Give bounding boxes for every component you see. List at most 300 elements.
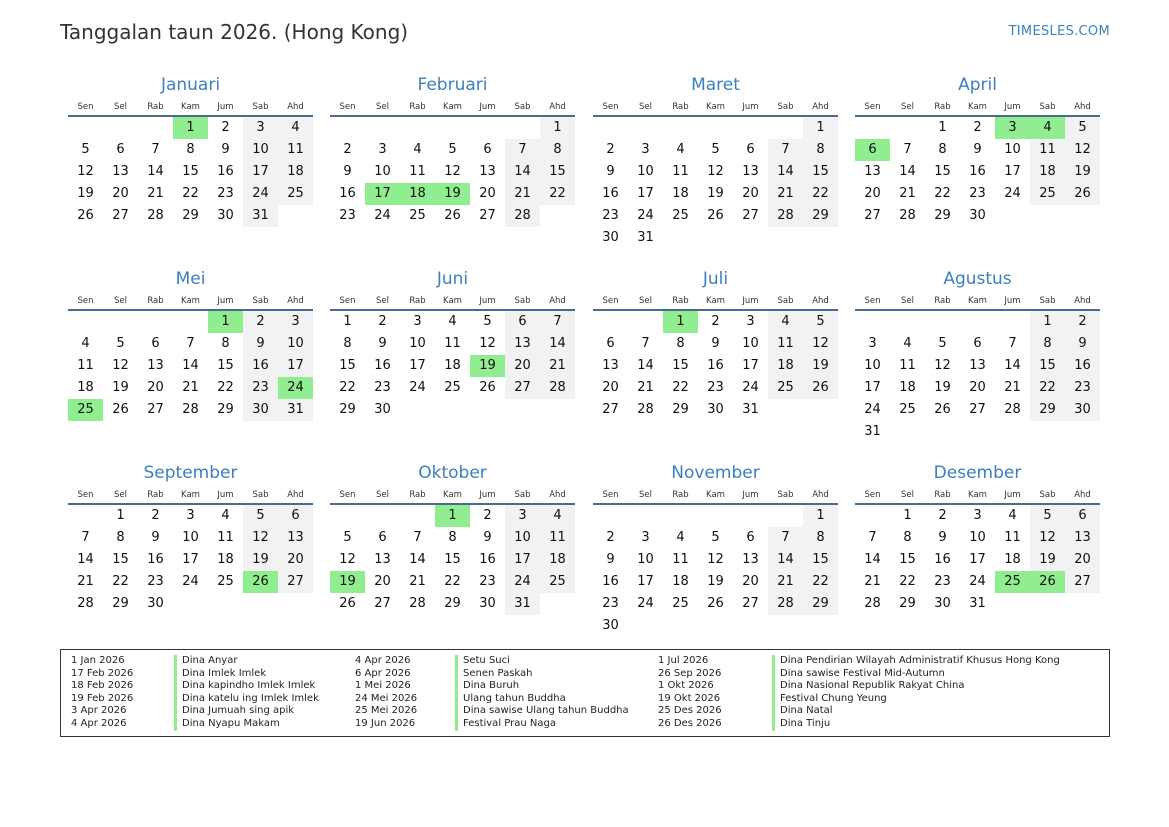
day-cell: 7 — [186, 336, 195, 351]
day-cell: 27 — [742, 208, 759, 223]
day-cell: 11 — [768, 333, 803, 355]
holiday-date-column — [658, 655, 722, 731]
holiday-name: Senen Paskah — [463, 667, 533, 679]
day-cell: 19 — [803, 355, 838, 377]
day-cell: 24 — [374, 208, 391, 223]
holiday-day-cell: 1 — [663, 311, 698, 333]
day-cell: 16 — [602, 186, 619, 201]
day-cell: 2 — [343, 142, 352, 157]
weekday-label: Sel — [376, 296, 389, 306]
week-row — [330, 183, 575, 205]
week-row — [855, 527, 1100, 549]
week-row — [593, 615, 838, 637]
week-row — [330, 161, 575, 183]
holiday-day-cell: 6 — [855, 139, 890, 161]
week-row — [68, 333, 313, 355]
day-cell: 9 — [378, 336, 387, 351]
empty-day-cell — [365, 117, 400, 139]
empty-day-cell — [540, 205, 575, 227]
weekday-label: Kam — [968, 102, 987, 112]
weekday-label: Sel — [376, 102, 389, 112]
day-cell: 12 — [479, 336, 496, 351]
day-cell: 23 — [479, 574, 496, 589]
holiday-name: Dina Anyar — [182, 655, 238, 666]
day-cell: 2 — [221, 120, 230, 135]
week-row — [593, 355, 838, 377]
empty-day-cell — [768, 615, 803, 637]
day-cell: 17 — [637, 186, 654, 201]
day-cell: 19 — [707, 574, 724, 589]
day-cell: 3 — [413, 314, 422, 329]
empty-day-cell — [330, 117, 365, 139]
day-cell: 30 — [602, 618, 619, 633]
day-cell: 7 — [151, 142, 160, 157]
empty-day-cell — [138, 117, 173, 139]
day-cell: 10 — [637, 164, 654, 179]
month-juli — [593, 268, 838, 421]
day-cell: 16 — [969, 164, 986, 179]
day-cell: 17 — [969, 552, 986, 567]
day-cell: 23 — [1065, 377, 1100, 399]
week-row — [330, 333, 575, 355]
weekday-label: Rab — [672, 296, 689, 306]
weekday-label: Ahd — [812, 102, 829, 112]
day-cell: 22 — [339, 380, 356, 395]
empty-day-cell — [173, 593, 208, 615]
day-cell: 4 — [221, 508, 230, 523]
weekday-label: Sab — [514, 102, 531, 112]
week-row — [593, 139, 838, 161]
day-cell: 19 — [243, 549, 278, 571]
day-cell: 21 — [637, 380, 654, 395]
week-row — [593, 161, 838, 183]
weekday-label: Kam — [968, 296, 987, 306]
week-row — [855, 505, 1100, 527]
month-name: Mei — [175, 269, 206, 289]
day-cell: 1 — [1030, 311, 1065, 333]
day-cell: 20 — [479, 186, 496, 201]
empty-day-cell — [960, 311, 995, 333]
day-cell: 9 — [343, 164, 352, 179]
empty-day-cell — [68, 311, 103, 333]
day-cell: 31 — [278, 399, 313, 421]
empty-day-cell — [400, 399, 435, 421]
empty-day-cell — [400, 117, 435, 139]
week-row — [855, 183, 1100, 205]
weekday-label: Ahd — [1074, 296, 1091, 306]
day-cell: 30 — [374, 402, 391, 417]
day-cell: 4 — [448, 314, 457, 329]
day-cell: 21 — [899, 186, 916, 201]
day-cell: 14 — [77, 552, 94, 567]
day-cell: 4 — [278, 117, 313, 139]
day-cell: 23 — [934, 574, 951, 589]
day-cell: 20 — [969, 380, 986, 395]
weekday-label: Sab — [514, 296, 531, 306]
month-agustus — [855, 268, 1100, 443]
month-oktober — [330, 462, 575, 615]
day-cell: 1 — [803, 117, 838, 139]
day-cell: 8 — [1030, 333, 1065, 355]
day-cell: 29 — [444, 596, 461, 611]
holiday-date: 18 Feb 2026 — [71, 680, 134, 692]
day-cell: 25 — [672, 596, 689, 611]
holiday-name-column — [772, 655, 1060, 731]
empty-day-cell — [173, 311, 208, 333]
week-row — [855, 593, 1100, 615]
day-cell: 6 — [151, 336, 160, 351]
week-row — [330, 571, 575, 593]
weekday-label: Sab — [252, 490, 269, 500]
empty-day-cell — [278, 205, 313, 227]
day-cell: 12 — [243, 527, 278, 549]
day-cell: 11 — [217, 530, 234, 545]
holiday-name: Dina katelu ing Imlek Imlek — [182, 692, 319, 704]
week-row — [68, 527, 313, 549]
holiday-date: 26 Des 2026 — [658, 717, 722, 729]
day-cell: 11 — [672, 164, 689, 179]
day-cell: 1 — [803, 505, 838, 527]
holiday-day-cell: 24 — [278, 377, 313, 399]
empty-day-cell — [733, 227, 768, 249]
day-cell: 3 — [505, 505, 540, 527]
empty-day-cell — [540, 593, 575, 615]
day-cell: 7 — [540, 311, 575, 333]
weekday-label: Ahd — [812, 296, 829, 306]
weekday-label: Rab — [147, 490, 164, 500]
day-cell: 15 — [1030, 355, 1065, 377]
day-cell: 28 — [540, 377, 575, 399]
day-cell: 24 — [864, 402, 881, 417]
empty-day-cell — [698, 505, 733, 527]
day-cell: 15 — [339, 358, 356, 373]
day-cell: 26 — [707, 208, 724, 223]
day-cell: 30 — [147, 596, 164, 611]
empty-day-cell — [890, 311, 925, 333]
holiday-name: Festival Chung Yeung — [780, 692, 887, 704]
holiday-day-cell: 26 — [1030, 571, 1065, 593]
empty-day-cell — [663, 615, 698, 637]
day-cell: 17 — [637, 574, 654, 589]
day-cell: 28 — [768, 593, 803, 615]
day-cell: 27 — [602, 402, 619, 417]
empty-day-cell — [698, 117, 733, 139]
day-cell: 11 — [540, 527, 575, 549]
empty-day-cell — [435, 117, 470, 139]
empty-day-cell — [768, 399, 803, 421]
weekday-label: Sel — [901, 102, 914, 112]
empty-day-cell — [103, 117, 138, 139]
week-row — [330, 399, 575, 421]
week-row — [855, 311, 1100, 333]
day-cell: 6 — [606, 336, 615, 351]
empty-day-cell — [663, 117, 698, 139]
holiday-name: Dina Imlek Imlek — [182, 667, 267, 679]
weekday-label: Sen — [77, 490, 94, 500]
day-cell: 4 — [413, 142, 422, 157]
day-cell: 17 — [1004, 164, 1021, 179]
week-row — [330, 311, 575, 333]
empty-day-cell — [1030, 593, 1065, 615]
holiday-date: 24 Mei 2026 — [355, 692, 418, 704]
empty-day-cell — [435, 399, 470, 421]
empty-day-cell — [960, 421, 995, 443]
day-cell: 13 — [742, 164, 759, 179]
day-cell: 1 — [540, 117, 575, 139]
day-cell: 25 — [768, 377, 803, 399]
holiday-name: Dina Jumuah sing apik — [182, 705, 295, 717]
day-cell: 6 — [378, 530, 387, 545]
holiday-day-cell: 17 — [365, 183, 400, 205]
weekday-label: Sen — [602, 102, 619, 112]
weekday-header — [68, 293, 313, 311]
day-cell: 20 — [147, 380, 164, 395]
day-cell: 16 — [374, 358, 391, 373]
holiday-date: 6 Apr 2026 — [355, 667, 411, 679]
weekday-label: Jum — [217, 296, 234, 306]
empty-day-cell — [505, 399, 540, 421]
weekday-header — [68, 99, 313, 117]
weekday-header — [855, 487, 1100, 505]
day-cell: 8 — [221, 336, 230, 351]
holiday-day-cell: 26 — [243, 571, 278, 593]
day-cell: 15 — [934, 164, 951, 179]
site-link[interactable]: TIMESLES.COM — [1008, 24, 1110, 39]
weekday-label: Kam — [443, 102, 462, 112]
empty-day-cell — [803, 227, 838, 249]
weekday-label: Jum — [742, 490, 759, 500]
weekday-label: Rab — [147, 296, 164, 306]
day-cell: 9 — [606, 552, 615, 567]
month-juni — [330, 268, 575, 421]
day-cell: 20 — [112, 186, 129, 201]
holiday-name: Setu Suci — [463, 655, 510, 666]
holiday-day-cell: 25 — [995, 571, 1030, 593]
empty-day-cell — [138, 311, 173, 333]
empty-day-cell — [1030, 421, 1065, 443]
empty-day-cell — [365, 505, 400, 527]
empty-day-cell — [890, 421, 925, 443]
week-row — [593, 205, 838, 227]
day-cell: 6 — [278, 505, 313, 527]
day-cell: 7 — [868, 530, 877, 545]
day-cell: 13 — [505, 333, 540, 355]
empty-day-cell — [243, 593, 278, 615]
weekday-label: Sel — [639, 102, 652, 112]
weekday-label: Sen — [77, 102, 94, 112]
day-cell: 24 — [409, 380, 426, 395]
day-cell: 9 — [606, 164, 615, 179]
day-cell: 14 — [768, 161, 803, 183]
empty-day-cell — [593, 505, 628, 527]
holiday-legend — [60, 649, 1110, 737]
day-cell: 30 — [934, 596, 951, 611]
day-cell: 27 — [969, 402, 986, 417]
weekday-label: Kam — [706, 102, 725, 112]
holiday-name-column — [174, 655, 319, 731]
day-cell: 23 — [339, 208, 356, 223]
weekday-label: Jum — [1004, 490, 1021, 500]
week-row — [855, 549, 1100, 571]
day-cell: 18 — [1004, 552, 1021, 567]
day-cell: 3 — [641, 530, 650, 545]
day-cell: 30 — [969, 208, 986, 223]
day-cell: 13 — [479, 164, 496, 179]
day-cell: 9 — [938, 530, 947, 545]
day-cell: 9 — [221, 142, 230, 157]
day-cell: 5 — [1030, 505, 1065, 527]
day-cell: 10 — [742, 336, 759, 351]
day-cell: 3 — [278, 311, 313, 333]
day-cell: 22 — [899, 574, 916, 589]
weekday-header — [68, 487, 313, 505]
holiday-day-cell: 19 — [330, 571, 365, 593]
day-cell: 18 — [672, 186, 689, 201]
day-cell: 8 — [540, 139, 575, 161]
weekday-label: Kam — [968, 490, 987, 500]
day-cell: 17 — [243, 161, 278, 183]
day-cell: 10 — [864, 358, 881, 373]
weekday-label: Ahd — [1074, 102, 1091, 112]
holiday-date: 1 Mei 2026 — [355, 680, 411, 692]
week-row — [855, 161, 1100, 183]
month-name: Agustus — [943, 269, 1012, 289]
day-cell: 12 — [444, 164, 461, 179]
day-cell: 20 — [742, 574, 759, 589]
week-row — [68, 183, 313, 205]
empty-day-cell — [628, 505, 663, 527]
empty-day-cell — [855, 505, 890, 527]
day-cell: 24 — [637, 596, 654, 611]
day-cell: 9 — [151, 530, 160, 545]
weekday-label: Sen — [864, 490, 881, 500]
weekday-label: Ahd — [812, 490, 829, 500]
week-row — [68, 399, 313, 421]
holiday-name: Dina Natal — [780, 705, 833, 717]
day-cell: 7 — [1008, 336, 1017, 351]
day-cell: 13 — [112, 164, 129, 179]
day-cell: 13 — [278, 527, 313, 549]
weekday-label: Sab — [777, 490, 794, 500]
empty-day-cell — [103, 311, 138, 333]
day-cell: 29 — [112, 596, 129, 611]
holiday-name-column — [455, 655, 629, 731]
empty-day-cell — [208, 593, 243, 615]
empty-day-cell — [925, 421, 960, 443]
empty-day-cell — [628, 117, 663, 139]
week-row — [68, 505, 313, 527]
weekday-label: Sen — [864, 102, 881, 112]
day-cell: 14 — [409, 552, 426, 567]
holiday-day-cell: 18 — [400, 183, 435, 205]
day-cell: 22 — [217, 380, 234, 395]
day-cell: 30 — [707, 402, 724, 417]
day-cell: 17 — [278, 355, 313, 377]
month-september — [68, 462, 313, 615]
day-cell: 10 — [1004, 142, 1021, 157]
day-cell: 23 — [602, 596, 619, 611]
month-maret — [593, 74, 838, 249]
weekday-label: Jum — [217, 490, 234, 500]
empty-day-cell — [628, 615, 663, 637]
day-cell: 7 — [81, 530, 90, 545]
day-cell: 29 — [217, 402, 234, 417]
day-cell: 5 — [81, 142, 90, 157]
day-cell: 25 — [409, 208, 426, 223]
holiday-date: 3 Apr 2026 — [71, 705, 127, 717]
day-cell: 8 — [676, 336, 685, 351]
holiday-date: 17 Feb 2026 — [71, 667, 134, 679]
week-row — [330, 355, 575, 377]
day-cell: 2 — [606, 530, 615, 545]
month-november — [593, 462, 838, 637]
day-cell: 25 — [672, 208, 689, 223]
day-cell: 8 — [938, 142, 947, 157]
weekday-label: Ahd — [549, 490, 566, 500]
day-cell: 26 — [1065, 183, 1100, 205]
day-cell: 8 — [448, 530, 457, 545]
empty-day-cell — [1065, 421, 1100, 443]
month-mei — [68, 268, 313, 421]
day-cell: 16 — [934, 552, 951, 567]
weekday-label: Kam — [181, 490, 200, 500]
day-cell: 27 — [742, 596, 759, 611]
empty-day-cell — [505, 117, 540, 139]
weekday-header — [330, 293, 575, 311]
day-cell: 1 — [116, 508, 125, 523]
day-cell: 22 — [112, 574, 129, 589]
weekday-label: Sel — [639, 490, 652, 500]
week-row — [330, 139, 575, 161]
day-cell: 13 — [374, 552, 391, 567]
month-name: Oktober — [418, 463, 487, 483]
weekday-label: Sab — [1039, 102, 1056, 112]
empty-day-cell — [593, 311, 628, 333]
week-row — [855, 399, 1100, 421]
week-row — [593, 571, 838, 593]
week-row — [330, 377, 575, 399]
day-cell: 9 — [483, 530, 492, 545]
day-cell: 5 — [711, 530, 720, 545]
day-cell: 10 — [505, 527, 540, 549]
empty-day-cell — [663, 505, 698, 527]
day-cell: 27 — [278, 571, 313, 593]
day-cell: 19 — [1065, 161, 1100, 183]
day-cell: 8 — [803, 139, 838, 161]
day-cell: 15 — [112, 552, 129, 567]
weekday-header — [330, 99, 575, 117]
holiday-date: 4 Apr 2026 — [355, 655, 411, 666]
day-cell: 28 — [147, 208, 164, 223]
day-cell: 18 — [278, 161, 313, 183]
day-cell: 3 — [186, 508, 195, 523]
empty-day-cell — [890, 117, 925, 139]
day-cell: 17 — [182, 552, 199, 567]
weekday-label: Sab — [1039, 296, 1056, 306]
weekday-label: Rab — [672, 490, 689, 500]
month-april — [855, 74, 1100, 227]
holiday-name: Dina sawise Festival Mid-Autumn — [780, 667, 945, 679]
empty-day-cell — [1030, 205, 1065, 227]
month-januari — [68, 74, 313, 227]
day-cell: 6 — [746, 142, 755, 157]
day-cell: 28 — [899, 208, 916, 223]
holiday-date: 1 Jan 2026 — [71, 655, 125, 666]
day-cell: 15 — [672, 358, 689, 373]
day-cell: 15 — [217, 358, 234, 373]
day-cell: 6 — [1065, 505, 1100, 527]
empty-day-cell — [1065, 205, 1100, 227]
